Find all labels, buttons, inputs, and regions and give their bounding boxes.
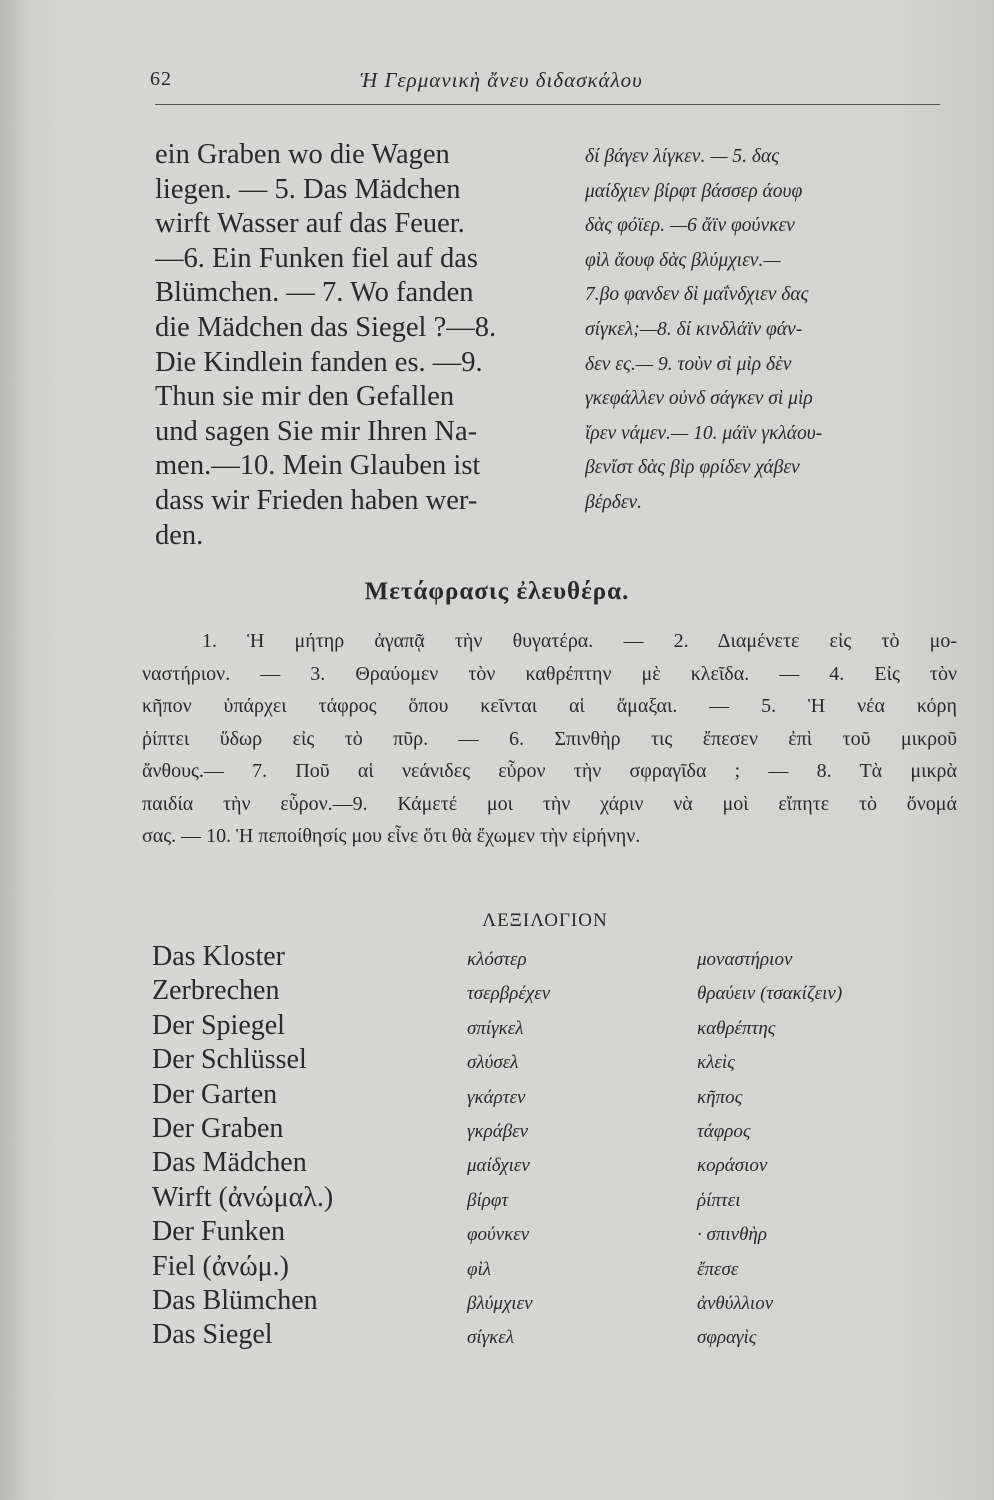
greek-meaning: ἔπεσε — [697, 1258, 739, 1280]
german-text-line: ein Graben wo die Wagen — [155, 139, 450, 170]
german-word: Das Blümchen — [152, 1284, 318, 1316]
pronunciation-line: δὰς φόϊερ. —6 ἄϊν φούνκεν — [585, 215, 795, 237]
pronunciation: φούνκεν — [467, 1224, 530, 1246]
german-text-line: Thun sie mir den Gefallen — [155, 381, 455, 413]
greek-meaning: μοναστήριον — [697, 949, 793, 970]
pronunciation-column — [585, 140, 955, 521]
german-text-column — [155, 138, 575, 553]
pronunciation-line: φὶλ ἄουφ δὰς βλύμχιεν.— — [585, 249, 781, 271]
vocabulary-row — [152, 1318, 952, 1352]
pronunciation: μαίδχιεν — [467, 1155, 530, 1177]
translation-line: ῥίπτει ὕδωρ εἰς τὸ πῦρ. — 6. Σπινθὴρ τις ἔπεσεν ἐπὶ τοῦ μικροῦ — [142, 727, 957, 750]
greek-meaning: ῥίπτει — [697, 1189, 741, 1211]
greek-meaning: κοράσιον — [697, 1155, 768, 1177]
german-word: Der Funken — [152, 1216, 285, 1248]
pronunciation: βλύμχιεν — [467, 1292, 533, 1314]
pronunciation: κλόστερ — [467, 949, 527, 970]
german-text-line: die Mädchen das Siegel ?—8. — [155, 311, 497, 343]
pronunciation: βίρφτ — [467, 1189, 509, 1211]
german-text-line: wirft Wasser auf das Feuer. — [155, 208, 465, 240]
vocabulary-row — [152, 1112, 952, 1146]
pronunciation: γκράβεν — [467, 1120, 529, 1142]
greek-meaning: ἀνθύλλιον — [697, 1292, 774, 1314]
translation-line: σας. — 10. Ἡ πεποίθησίς μου εἶνε ὅτι θὰ ἔχωμεν τὴν εἰρήνην. — [142, 825, 641, 847]
vocabulary-row — [152, 974, 952, 1008]
translation-line: ἄνθους.— 7. Ποῦ αἱ νεάνιδες εὗρον τὴν σφραγῖδα ; — 8. Τὰ μικρὰ — [142, 760, 957, 782]
pronunciation: σλύσελ — [467, 1052, 519, 1074]
greek-meaning: κλεὶς — [697, 1052, 735, 1074]
pronunciation-line: δί βάγεν λίγκεν. — 5. δας — [585, 146, 780, 167]
lexicon-title: ΛΕΞΙΛΟΓΙΟΝ — [482, 910, 608, 931]
translation-paragraph — [142, 625, 957, 853]
vocabulary-row — [152, 1009, 952, 1043]
pronunciation-line: δεν ες.— 9. τοὺν σὶ μὶρ δὲν — [585, 353, 792, 375]
greek-meaning: · σπινθὴρ — [697, 1224, 767, 1246]
german-text-line: Blümchen. — 7. Wo fanden — [155, 277, 474, 309]
vocabulary-row — [152, 1146, 952, 1180]
vocabulary-row — [152, 1215, 952, 1249]
german-word: Der Garten — [152, 1078, 278, 1110]
pronunciation-line: βενἴστ δὰς βὶρ φρίδεν χάβεν — [585, 457, 800, 479]
german-word: Zerbrechen — [152, 975, 280, 1007]
vocabulary-row — [152, 1043, 952, 1077]
pronunciation-line: γκεφάλλεν οὐνδ σάγκεν σὶ μὶρ — [585, 388, 813, 410]
german-text-line: Die Kindlein fanden es. —9. — [155, 346, 483, 378]
pronunciation: σίγκελ — [467, 1327, 514, 1349]
german-text-line: men.—10. Mein Glauben ist — [155, 450, 481, 482]
german-text-line: dass wir Frieden haben wer- — [155, 484, 478, 516]
translation-line: παιδία τὴν εὗρον.—9. Κάμετέ μοι τὴν χάριν νὰ μοὶ εἴπητε τὸ ὄνομά — [142, 792, 957, 815]
german-word: Das Mädchen — [152, 1147, 307, 1179]
pronunciation: σπίγκελ — [467, 1017, 524, 1039]
pronunciation: τσερβρέχεν — [467, 983, 551, 1005]
german-word: Das Kloster — [152, 941, 285, 972]
greek-meaning: θραύειν (τσακίζειν) — [697, 983, 843, 1005]
german-word: Der Graben — [152, 1112, 284, 1144]
vocabulary-row — [152, 1284, 952, 1318]
greek-meaning: τάφρος — [697, 1120, 751, 1142]
german-text-line: den. — [155, 519, 204, 551]
running-title: Ἡ Γερμανικὴ ἄνευ διδασκάλου — [360, 68, 643, 92]
pronunciation: γκάρτεν — [467, 1086, 526, 1108]
vocabulary-row — [152, 1181, 952, 1215]
pronunciation-line: σίγκελ;—8. δί κινδλάϊν φάν- — [585, 318, 803, 340]
german-word: Der Spiegel — [152, 1009, 285, 1041]
pronunciation-line: ἴρεν νάμεν.— 10. μάϊν γκλάου- — [585, 422, 823, 444]
german-word: Fiel (ἀνώμ.) — [152, 1250, 289, 1282]
translation-line: ναστήριον. — 3. Θραύομεν τὸν καθρέπτην μὲ κλεῖδα. — 4. Εἰς τὸν — [142, 662, 957, 685]
vocabulary-list — [152, 940, 952, 1353]
vocabulary-row — [152, 1250, 952, 1284]
section-title: Μετάφρασις ἐλευθέρα. — [364, 578, 630, 605]
vocabulary-row — [152, 1078, 952, 1112]
pronunciation-line: 7.βο φανδεν δὶ μαΐνδχιεν δας — [585, 284, 809, 306]
german-word: Der Schlüssel — [152, 1044, 307, 1076]
german-text-line: und sagen Sie mir Ihren Na- — [155, 415, 478, 447]
german-text-line: liegen. — 5. Das Mädchen — [155, 173, 461, 205]
page-number: 62 — [150, 68, 172, 90]
header-rule — [155, 104, 940, 105]
german-word: Wirft (ἀνώμαλ.) — [152, 1181, 334, 1213]
greek-meaning: καθρέπτης — [697, 1017, 776, 1039]
page-header — [150, 68, 940, 98]
vocabulary-row — [152, 940, 952, 974]
translation-line: 1. Ἡ μήτηρ ἀγαπᾷ τὴν θυγατέρα. — 2. Διαμένετε εἰς τὸ μο- — [202, 630, 957, 652]
translation-line: κῆπον ὑπάρχει τάφρος ὅπου κεῖνται αἱ ἅμαξαι. — 5. Ἡ νέα κόρη — [142, 695, 957, 717]
german-text-line: —6. Ein Funken fiel auf das — [155, 242, 478, 274]
greek-meaning: σφραγὶς — [697, 1327, 757, 1349]
greek-meaning: κῆπος — [697, 1086, 743, 1108]
german-word: Das Siegel — [152, 1319, 273, 1351]
pronunciation-line: μαίδχιεν βίρφτ βάσσερ άουφ — [585, 180, 803, 202]
pronunciation: φὶλ — [467, 1258, 492, 1280]
pronunciation-line: βέρδεν. — [585, 491, 643, 513]
